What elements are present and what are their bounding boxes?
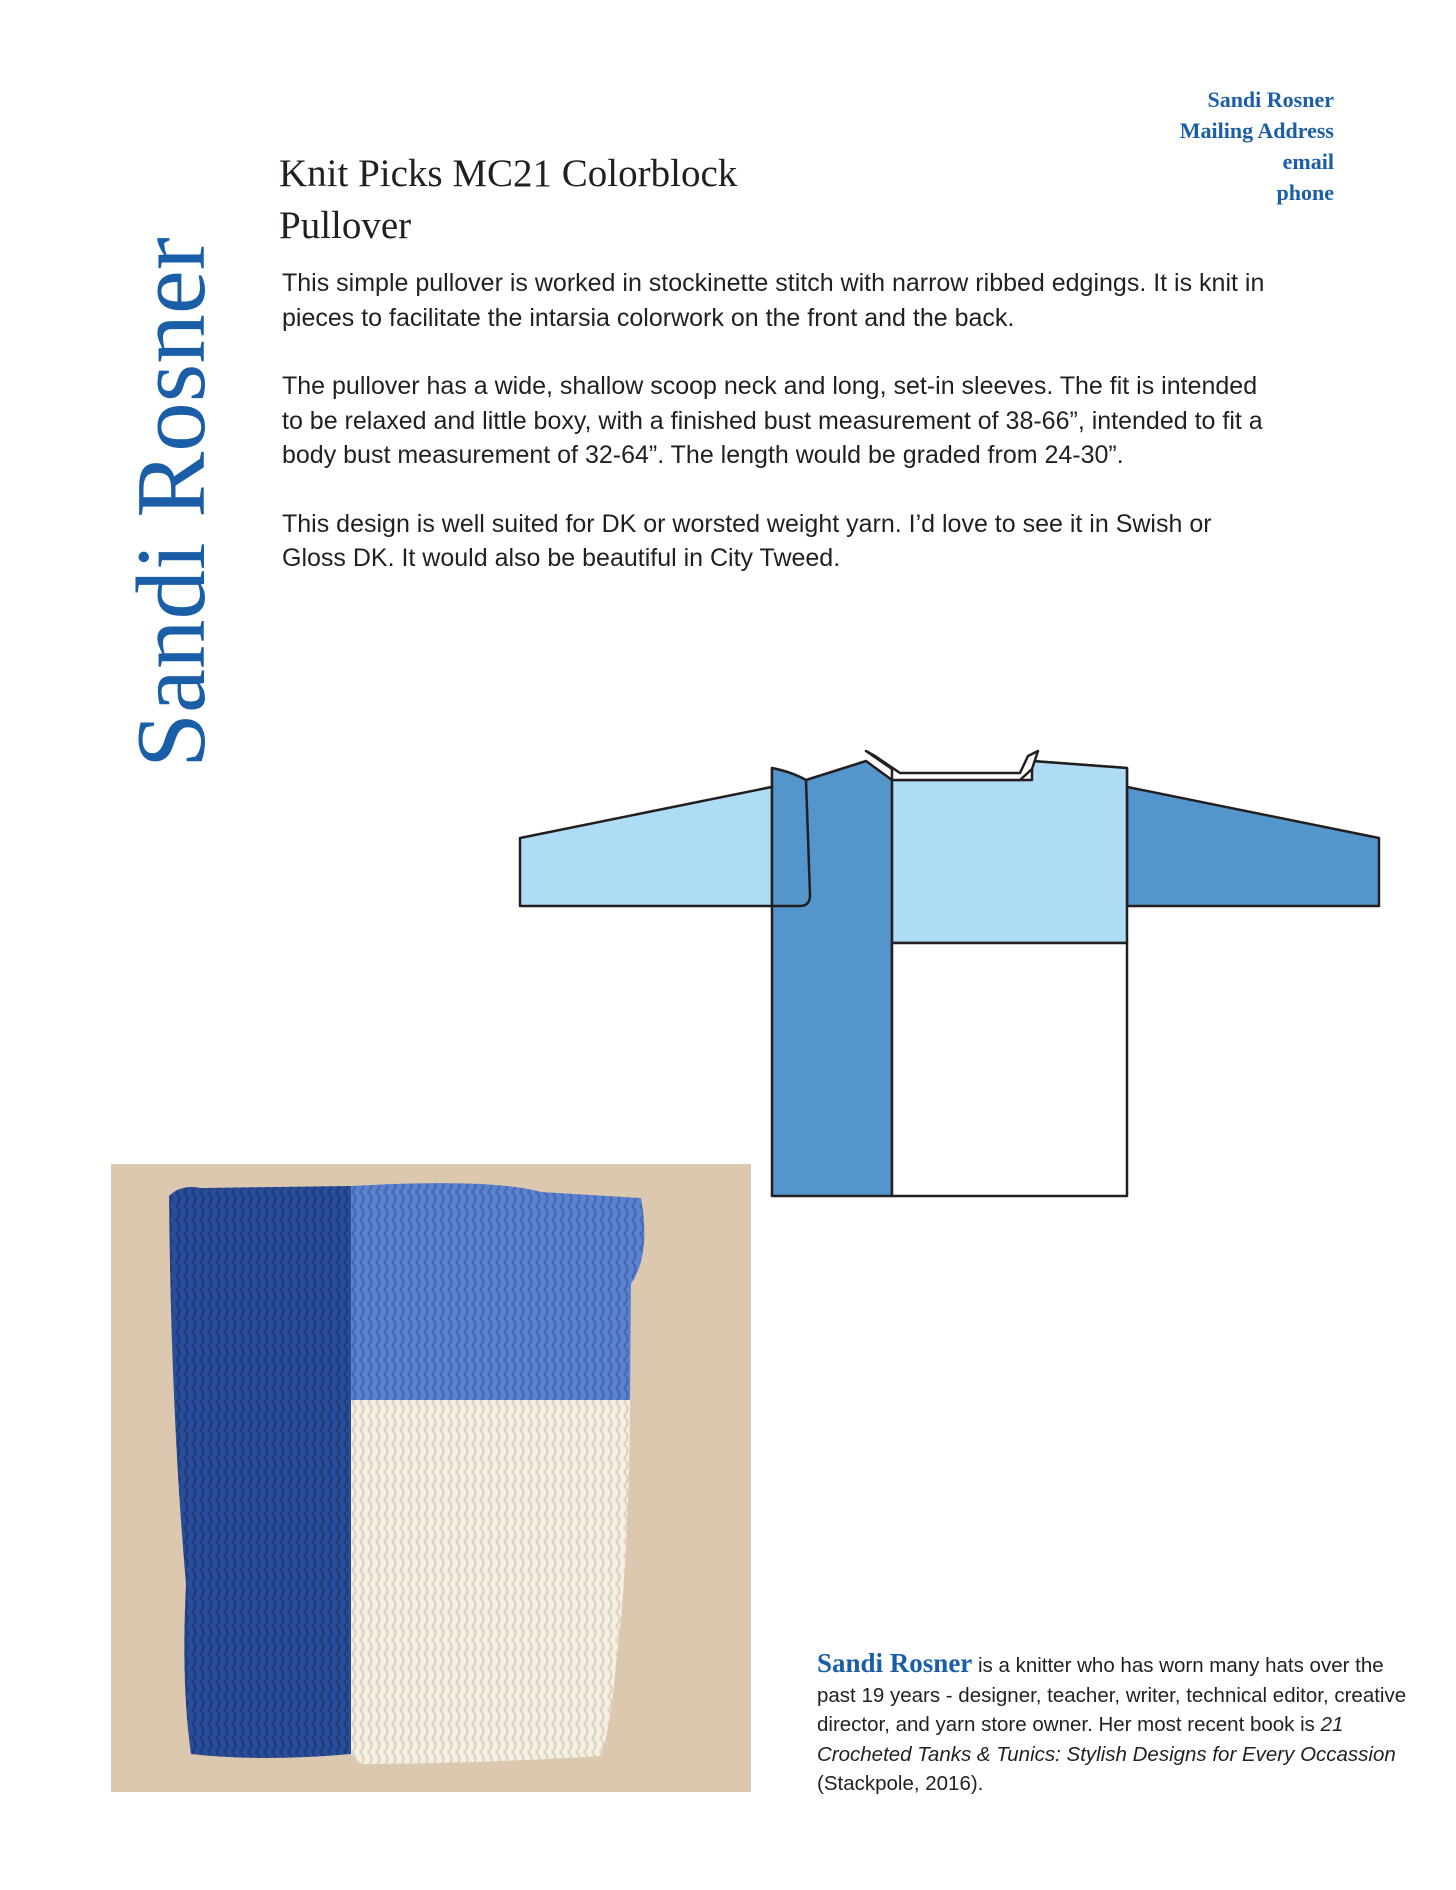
- swatch-blue-block: [351, 1183, 644, 1400]
- swatch-navy-block: [169, 1186, 351, 1758]
- pattern-title-line1: Knit Picks MC21 Colorblock: [279, 152, 738, 195]
- bio-name: Sandi Rosner: [817, 1648, 973, 1678]
- swatch-photo: [111, 1164, 751, 1792]
- bio-book-title: 21 Crocheted Tanks & Tunics: Stylish Designs for Every Occassion: [817, 1713, 1396, 1766]
- designer-name-vertical: Sandi Rosner: [117, 237, 226, 768]
- contact-address: Mailing Address: [1179, 118, 1334, 143]
- left-sleeve: [520, 780, 810, 906]
- contact-email: email: [1282, 149, 1334, 174]
- designer-bio: [817, 1649, 1417, 1799]
- contact-name: Sandi Rosner: [1207, 87, 1334, 112]
- description-paragraph: The pullover has a wide, shallow scoop neck and long, set-in sleeves. The fit is intended to be relaxed and little boxy, with a finished bust measurement of 38-66”, intended to fit a body bust measurement of 32-64”. The length would be graded from 24-30”.: [282, 372, 1263, 469]
- body-lower-center: [892, 943, 1127, 1196]
- swatch-cream-block: [351, 1400, 630, 1764]
- neck-band: [866, 751, 1038, 780]
- bio-text: is a knitter who has worn many hats over the past 19 years - designer, teacher, writer, technical editor, creative director, and yarn store owner. Her most recent book is: [817, 1654, 1407, 1736]
- body-left-side: [772, 768, 810, 906]
- right-sleeve: [1089, 780, 1379, 906]
- pattern-title-line2: Pullover: [279, 204, 412, 247]
- description-paragraph: This simple pullover is worked in stockinette stitch with narrow ribbed edgings. It is knit in pieces to facilitate the intarsia colorwork on the front and the back.: [282, 269, 1265, 332]
- description-paragraph: This design is well suited for DK or worsted weight yarn. I’d love to see it in Swish or Gloss DK. It would also be beautiful in City Tweed.: [282, 509, 1212, 572]
- bio-text-end: (Stackpole, 2016).: [817, 1772, 984, 1795]
- contact-phone: phone: [1276, 180, 1334, 205]
- body-upper-center: [892, 761, 1127, 943]
